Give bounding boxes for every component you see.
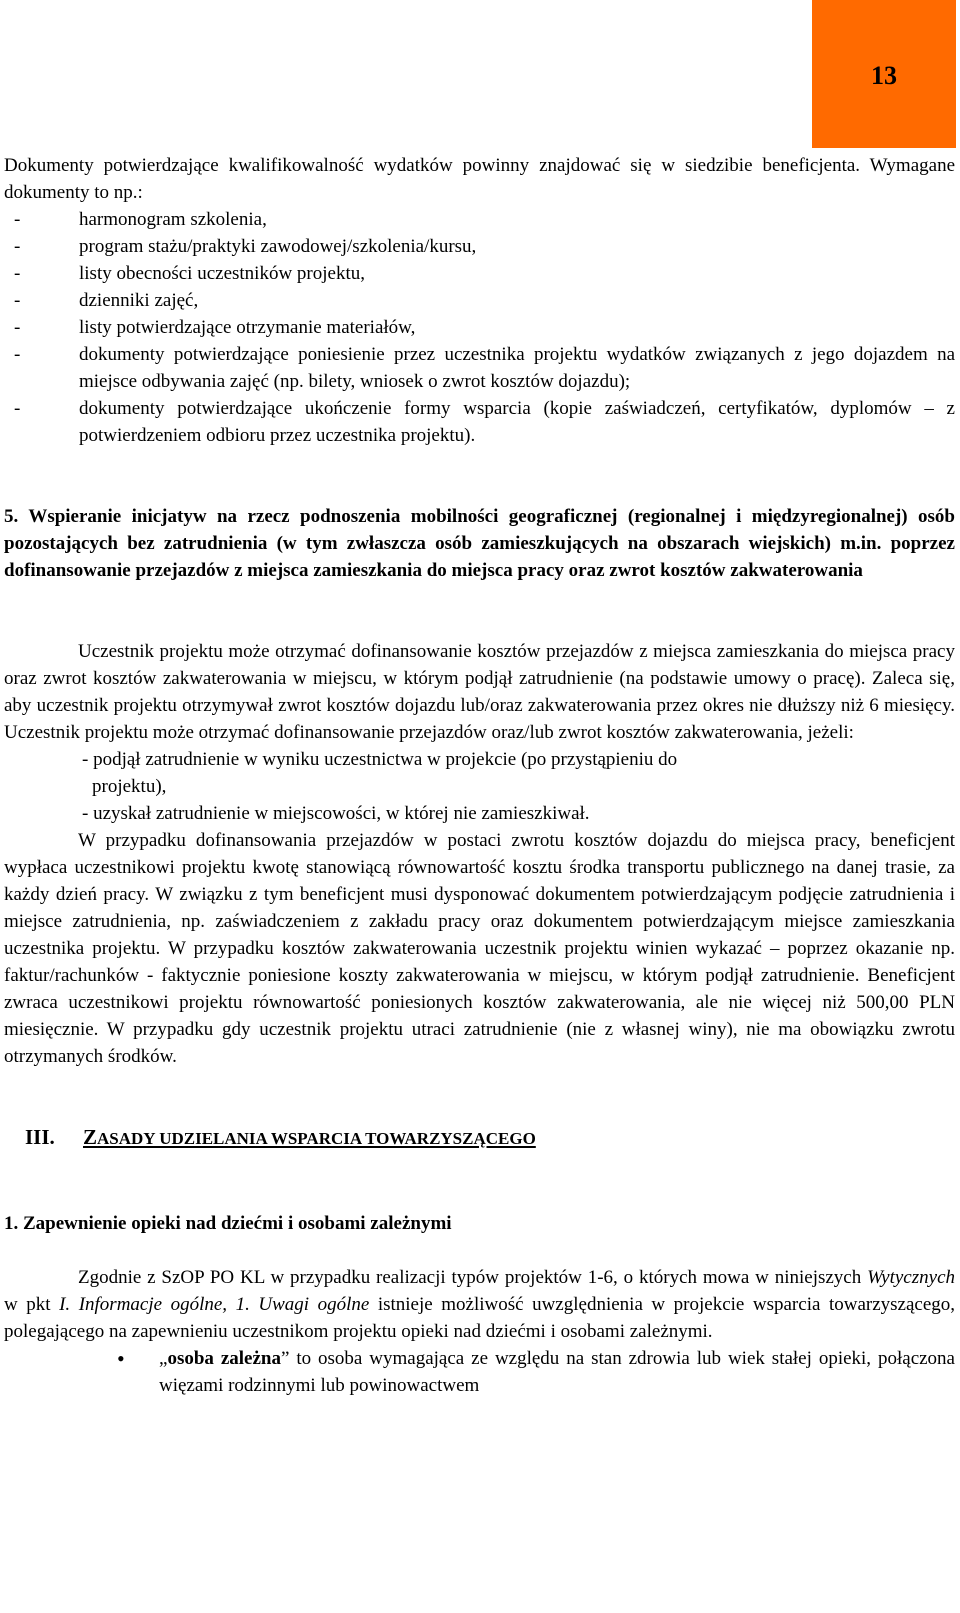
page-number-badge bbox=[812, 0, 956, 148]
condition-1-continued: projektu), bbox=[92, 776, 167, 797]
required-documents-list bbox=[4, 206, 955, 449]
page-number: 13 bbox=[871, 60, 897, 90]
condition-2: - uzyskał zatrudnienie w miejscowości, w której nie zamieszkiwał. bbox=[82, 803, 590, 824]
subsection-1-paragraph: Zgodnie z SzOP PO KL w przypadku realizacji typów projektów 1-6, o których mowa w niniejszych Wytycznych w pkt I. Informacje ogólne, 1. Uwagi ogólne istnieje możliwość uwzględnienia w projekcie wsparcia towarzyszącego, polegającego na zapewnieniu uczestnikom projektu opieki nad dziećmi i osobami zależnymi. bbox=[4, 1267, 956, 1342]
dash-marker: - bbox=[14, 398, 21, 419]
section-5-heading: 5. Wspieranie inicjatyw na rzecz podnoszenia mobilności geograficznej (regionalnej i międzyregionalnej) osób pozostających bez zatrudnienia (w tym zwłaszcza osób zamieszkujących na obszarach wiejskich) m.in. poprzez dofinansowanie przejazdów z miejsca zamieszkania do miejsca pracy oraz zwrot kosztów zakwaterowania bbox=[4, 506, 955, 581]
list-item: - listy potwierdzające otrzymanie materiałów, bbox=[4, 314, 955, 341]
defined-term: osoba zależna bbox=[167, 1348, 281, 1369]
part-number: III. bbox=[25, 1125, 55, 1149]
definitions-list bbox=[4, 1345, 955, 1399]
list-item: - dokumenty potwierdzające poniesienie przez uczestnika projektu wydatków związanych z jego dojazdem na miejsce odbywania zajęć (np. bilety, wniosek o zwrot kosztów dojazdu); bbox=[4, 341, 955, 395]
dash-marker: - bbox=[14, 344, 21, 365]
list-item: - dokumenty potwierdzające ukończenie formy wsparcia (kopie zaświadczeń, certyfikatów, dyplomów – z potwierdzeniem odbioru przez uczestnika projektu). bbox=[4, 395, 955, 449]
dash-marker: - bbox=[14, 317, 21, 338]
part-3-heading bbox=[4, 1124, 955, 1152]
list-item: - dzienniki zajęć, bbox=[4, 287, 955, 314]
section-5-paragraph-2: W przypadku dofinansowania przejazdów w postaci zwrotu kosztów dojazdu do miejsca pracy, beneficjent wypłaca uczestnikowi projektu kwotę stanowiącą równowartość kosztu środka transportu publicznego na danej trasie, za każdy dzień pracy. W związku z tym beneficjent musi dysponować dokumentem potwierdzającym podjęcie zatrudnienia i miejsce zatrudnienia, np. zaświadczeniem z zakładu pracy oraz dokumentem potwierdzającym miejsce zamieszkania uczestnika projektu. W przypadku kosztów zakwaterowania uczestnik projektu winien wykazać – poprzez okazanie np. faktur/rachunków - faktycznie poniesione koszty zakwaterowania w miejscu, w którym podjął zatrudnienie. Beneficjent zwraca uczestnikowi projektu równowartość poniesionych kosztów zakwaterowania, ale nie więcej niż 500,00 PLN miesięcznie. W przypadku gdy uczestnik projektu utraci zatrudnienie (nie z własnej winy), nie ma obowiązku zwrotu otrzymanych środków. bbox=[4, 830, 955, 1067]
list-item: - harmonogram szkolenia, bbox=[4, 206, 955, 233]
dash-marker: - bbox=[14, 290, 21, 311]
section-5-paragraph-1: Uczestnik projektu może otrzymać dofinansowanie kosztów przejazdów z miejsca zamieszkania do miejsca pracy oraz zwrot kosztów zakwaterowania w miejscu, w którym podjął zatrudnienie (na podstawie umowy o pracę). Zaleca się, aby uczestnik projektu otrzymywał zwrot kosztów dojazdu lub/oraz zakwaterowania przez okres nie dłuższy niż 6 miesięcy. Uczestnik projektu może otrzymać dofinansowanie przejazdów oraz/lub zwrot kosztów zakwaterowania, jeżeli: bbox=[4, 641, 955, 743]
list-item: - listy obecności uczestników projektu, bbox=[4, 260, 955, 287]
dash-marker: - bbox=[14, 236, 21, 257]
list-item: - program stażu/praktyki zawodowej/szkolenia/kursu, bbox=[4, 233, 955, 260]
bullet-icon: • bbox=[117, 1346, 125, 1371]
list-item: • „osoba zależna” to osoba wymagająca ze względu na stan zdrowia lub wiek stałej opieki, połączona więzami rodzinnymi lub powinowactwem bbox=[117, 1346, 955, 1396]
subsection-1-heading: 1. Zapewnienie opieki nad dziećmi i osobami zależnymi bbox=[4, 1213, 452, 1234]
document-body bbox=[4, 152, 955, 1399]
dash-marker: - bbox=[14, 263, 21, 284]
dash-marker: - bbox=[14, 209, 21, 230]
intro-paragraph: Dokumenty potwierdzające kwalifikowalność wydatków powinny znajdować się w siedzibie beneficjenta. Wymagane dokumenty to np.: bbox=[4, 155, 955, 203]
condition-1: - podjął zatrudnienie w wyniku uczestnictwa w projekcie (po przystąpieniu do bbox=[82, 749, 678, 770]
part-title: ZASADY UDZIELANIA WSPARCIA TOWARZYSZĄCEGO bbox=[83, 1125, 536, 1149]
